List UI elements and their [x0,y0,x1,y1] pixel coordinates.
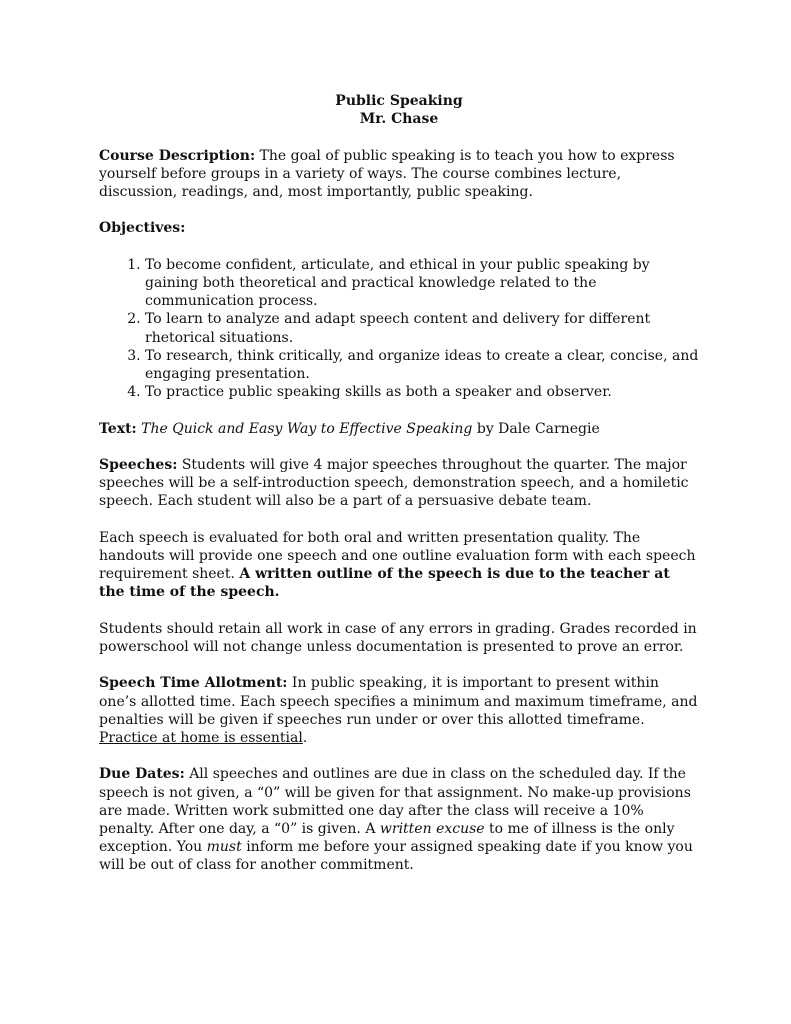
objectives-heading: Objectives: [99,220,186,237]
spacer [99,128,699,146]
teacher-name: Mr. Chase [359,111,439,128]
text-label: Text: [99,420,137,437]
text-paragraph [99,420,699,438]
spacer [99,602,699,620]
time-allotment-text: In public speaking, it is important to present within one’s allotted time. Each speech specifies a minimum and maximum timeframe, and penalties will be given if speeches run under or over this allotted timeframe. [99,675,698,728]
speeches-label: Speeches: [99,456,178,473]
book-title: The Quick and Easy Way to Effective Speaking [141,420,473,437]
spacer [99,401,699,419]
due-dates-paragraph [99,765,699,874]
spacer [99,201,699,219]
spacer [99,238,699,256]
due-dates-text-1: All speeches and outlines are due in class on the scheduled day. If the speech is not given, a “0” will be given for that assignment. No make-up provisions are made. Written work submitted one day after the class will receive a 10% penalty. After one day, a “0” is given. A [99,766,691,837]
objective-item: 3. To research, think critically, and organize ideas to create a clear, concise, and engaging presentation. [145,347,699,383]
objective-item: 2. To learn to analyze and adapt speech content and delivery for different rhetorical situations. [145,310,699,346]
spacer [99,438,699,456]
spacer [99,656,699,674]
course-description-label: Course Description: [99,147,256,164]
due-dates-italic-2: must [206,839,242,856]
speeches-paragraph [99,456,699,511]
page-title: Public Speaking [335,93,463,109]
due-dates-italic-1: written excuse [379,820,485,837]
time-allotment-underlined: Practice at home is essential [99,729,303,746]
due-dates-text-2: to me of illness is the only exception. You [99,820,675,856]
time-allotment-label: Speech Time Allotment: [99,675,288,692]
spacer [99,511,699,529]
speeches-text: Students will give 4 major speeches throughout the quarter. The major speeches will be a self-introduction speech, demonstration speech, and a homiletic speech. Each student will also be a part of a persuasive debate team. [99,456,689,510]
objective-item: 4. To practice public speaking skills as both a speaker and observer. [145,383,699,401]
evaluation-bold-text: A written outline of the speech is due to the teacher at the time of the speech. [99,566,670,601]
time-allotment-paragraph [99,674,699,747]
due-dates-text-3: inform me before your assigned speaking date if you know you will be out of class for another commitment. [99,839,693,874]
time-allotment-end: . [302,729,308,746]
course-description-paragraph [99,147,699,202]
evaluation-text: Each speech is evaluated for both oral and written presentation quality. The handouts will provide one speech and one outline evaluation form with each speech requirement sheet. [99,529,696,583]
records-paragraph: Students should retain all work in case of any errors in grading. Grades recorded in powerschool will not change unless documentation is presented to prove an error. [99,620,697,655]
book-author: by Dale Carnegie [472,420,600,437]
objectives-list [99,256,699,402]
evaluation-paragraph [99,529,699,602]
objective-item: 1. To become confident, articulate, and ethical in your public speaking by gaining both theoretical and practical knowledge related to the communication process. [145,256,699,311]
due-dates-label: Due Dates: [99,766,185,783]
course-description-text: The goal of public speaking is to teach you how to express yourself before groups in a variety of ways. The course combines lecture, discussion, readings, and, most importantly, public speaking. [99,147,675,200]
document-page [99,92,699,875]
spacer [99,747,699,765]
